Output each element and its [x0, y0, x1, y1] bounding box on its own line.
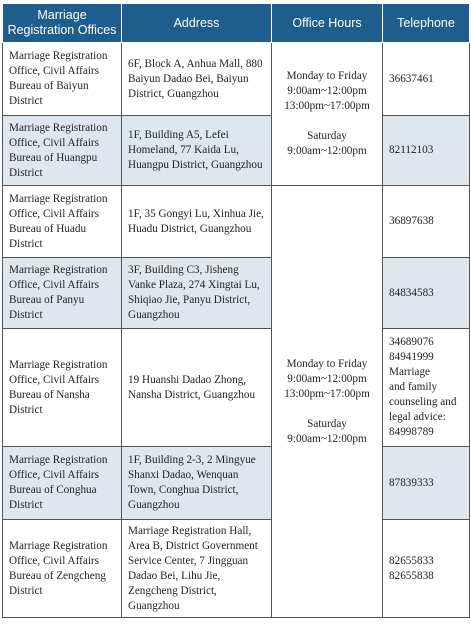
hours-weekday-morning: 9:00am~12:00pm	[287, 372, 367, 385]
office-address: 6F, Block A, Anhua Mall, 880 Baiyun Dadao Bei, Baiyun District, Guangzhou	[122, 43, 272, 116]
office-phone: 36637461	[383, 43, 470, 116]
office-address: 19 Huanshi Dadao Zhong, Nansha District, Guangzhou	[122, 329, 272, 447]
office-hours-cell	[272, 186, 383, 618]
office-name: Marriage Registration Office, Civil Affairs Bureau of Zengcheng District	[3, 520, 122, 618]
hours-weekday-label: Monday to Friday	[286, 70, 368, 82]
phone-line: 82655838	[389, 569, 434, 582]
table-row	[3, 447, 470, 520]
office-name: Marriage Registration Office, Civil Affairs Bureau of Nansha District	[3, 329, 122, 447]
office-phone: 82112103	[383, 116, 470, 186]
office-phone-multi	[383, 329, 470, 447]
office-phone: 87839333	[383, 447, 470, 520]
office-name: Marriage Registration Office, Civil Affairs Bureau of Baiyun District	[3, 43, 122, 116]
hours-saturday-morning: 9:00am~12:00pm	[287, 145, 367, 157]
hours-saturday-label: Saturday	[307, 130, 347, 142]
phone-line: 82655833	[389, 554, 434, 567]
office-hours-cell	[272, 43, 383, 186]
office-address: Marriage Registration Hall, Area B, District Government Service Center, 7 Jingguan Dadao Bei, Lihu Jie, Zengcheng District, Guangzhou	[122, 520, 272, 618]
header-address: Address	[122, 4, 272, 43]
hours-saturday-label: Saturday	[307, 417, 347, 430]
office-name: Marriage Registration Office, Civil Affairs Bureau of Huangpu District	[3, 116, 122, 186]
phone-line: 34689076	[389, 336, 434, 348]
table-row	[3, 520, 470, 618]
office-phone: 36897638	[383, 186, 470, 258]
phone-line: 84941999	[389, 351, 434, 363]
phone-line: Marriage	[389, 366, 430, 378]
table-row	[3, 258, 470, 329]
phone-line: and family counseling and legal advice: 84998789	[389, 381, 457, 438]
office-address: 1F, Building 2-3, 2 Mingyue Shanxi Dadao, Wenquan Town, Conghua District, Guangzhou	[122, 447, 272, 520]
header-telephone: Telephone	[383, 4, 470, 43]
hours-weekday-label: Monday to Friday	[286, 357, 368, 370]
table-row	[3, 116, 470, 186]
table-row	[3, 43, 470, 116]
hours-weekday-morning: 9:00am~12:00pm	[287, 85, 367, 97]
header-office-hours: Office Hours	[272, 4, 383, 43]
office-phone: 84834583	[383, 258, 470, 329]
office-address: 3F, Building C3, Jisheng Vanke Plaza, 274 Xingtai Lu, Shiqiao Jie, Panyu District, Guangzhou	[122, 258, 272, 329]
table-row	[3, 329, 470, 447]
marriage-office-table	[2, 3, 470, 618]
hours-weekday-afternoon: 13:00pm~17:00pm	[284, 387, 370, 400]
office-name: Marriage Registration Office, Civil Affairs Bureau of Conghua District	[3, 447, 122, 520]
office-phone-multi	[383, 520, 470, 618]
office-address: 1F, Building A5, Lefei Homeland, 77 Kaida Lu, Huangpu District, Guangzhou	[122, 116, 272, 186]
office-name: Marriage Registration Office, Civil Affairs Bureau of Panyu District	[3, 258, 122, 329]
table-header-row	[3, 4, 470, 43]
table-row	[3, 186, 470, 258]
office-address: 1F, 35 Gongyi Lu, Xinhua Jie, Huadu District, Guangzhou	[122, 186, 272, 258]
header-offices: Marriage Registration Offices	[3, 4, 122, 43]
hours-saturday-morning: 9:00am~12:00pm	[287, 432, 367, 445]
office-name: Marriage Registration Office, Civil Affairs Bureau of Huadu District	[3, 186, 122, 258]
hours-weekday-afternoon: 13:00pm~17:00pm	[284, 100, 370, 112]
